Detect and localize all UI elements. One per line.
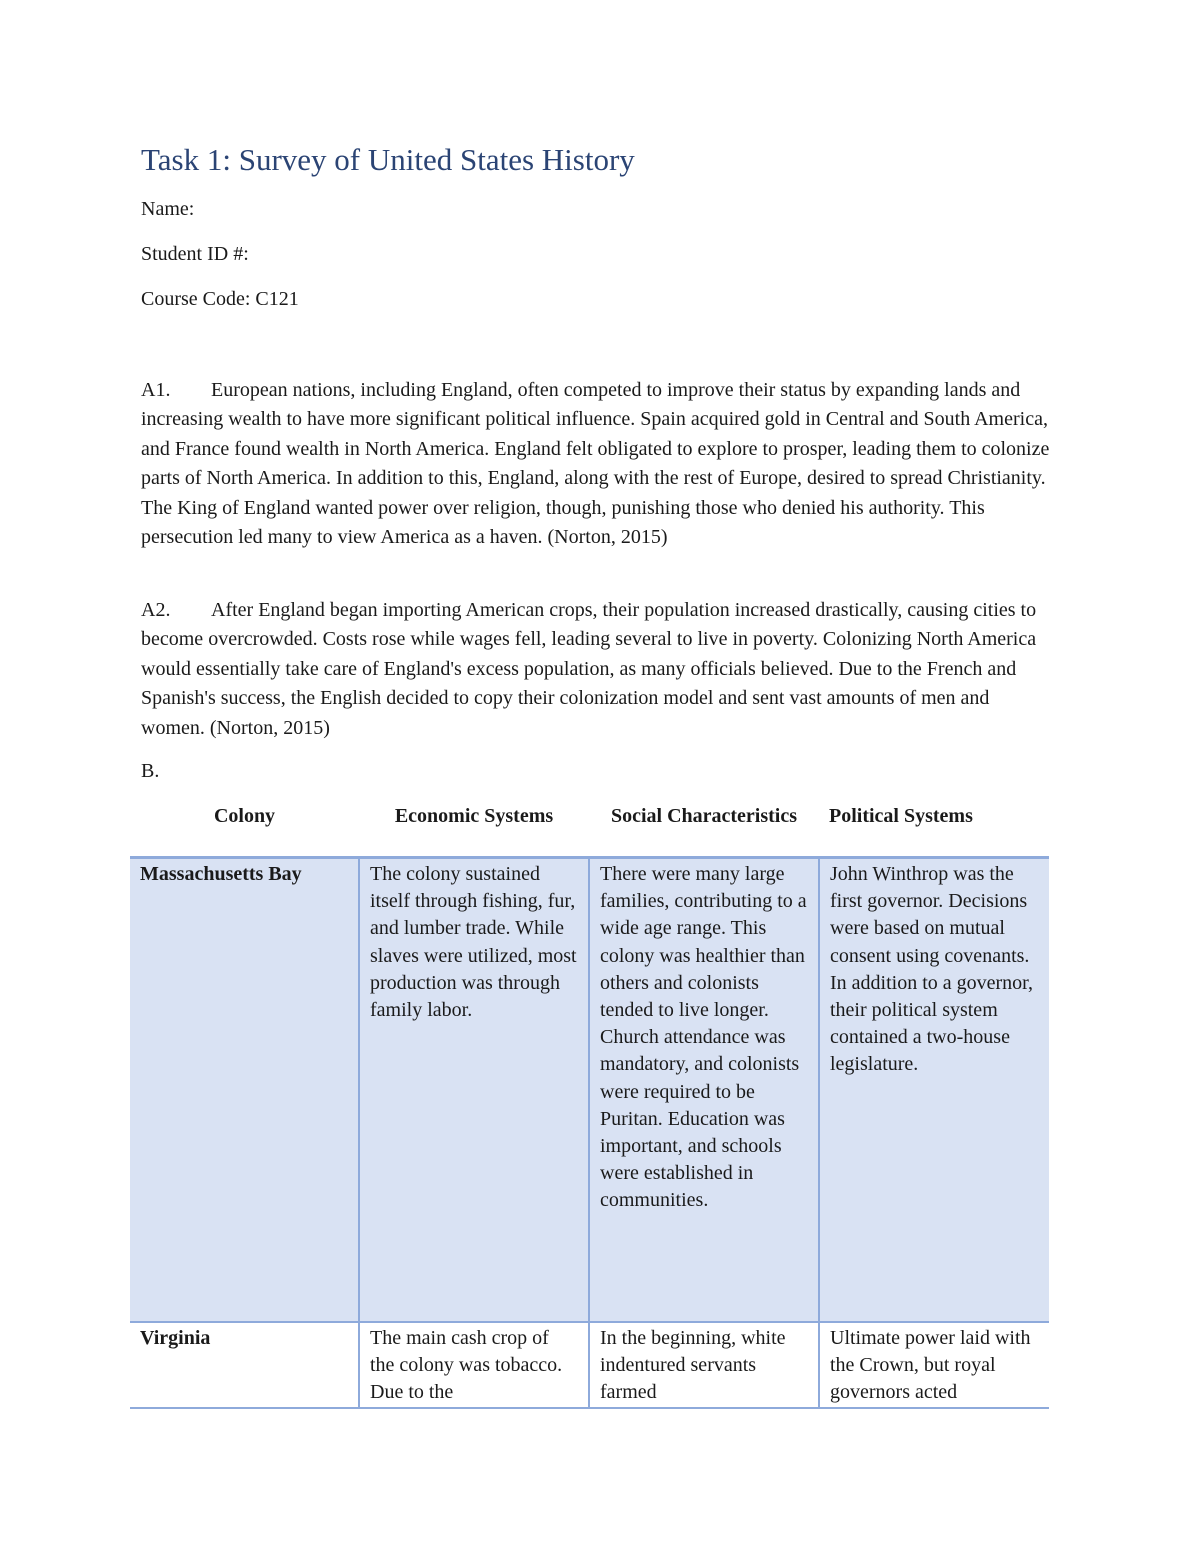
document-title: Task 1: Survey of United States History (141, 142, 635, 177)
table-row (130, 858, 1049, 1323)
header-colony: Colony (130, 803, 359, 858)
header-economic-systems: Economic Systems (359, 803, 589, 858)
table-header-row (130, 803, 1049, 858)
section-a2 (141, 596, 1056, 743)
cell-political: Ultimate power laid with the Crown, but royal governors acted (819, 1322, 1049, 1408)
cell-social: In the beginning, white indentured servants farmed (589, 1322, 819, 1408)
header-social-characteristics: Social Characteristics (589, 803, 819, 858)
section-a1 (141, 376, 1056, 552)
section-a2-text: After England began importing American crops, their population increased drastically, causing cities to become overcrowded. Costs rose while wages fell, leading several to live in poverty. Colonizing North America would essentially take care of England's excess population, as many officials believed. Due to the French and Spanish's success, the English decided to copy their colonization model and sent vast amounts of men and women. (Norton, 2015) (141, 599, 1037, 739)
section-a1-label: A1. (141, 379, 171, 401)
student-id-label: Student ID #: (141, 243, 249, 265)
cell-social: There were many large families, contributing to a wide age range. This colony was healthier than others and colonists tended to live longer. Church attendance was mandatory, and colonists were required to be Puritan. Education was important, and schools were established in communities. (589, 858, 819, 1323)
cell-economic: The main cash crop of the colony was tobacco. Due to the (359, 1322, 589, 1408)
course-code-label: Course Code: C121 (141, 288, 299, 310)
header-political-systems: Political Systems (819, 803, 1049, 858)
cell-colony: Massachusetts Bay (130, 858, 359, 1323)
section-a1-text: European nations, including England, often competed to improve their status by expanding lands and increasing wealth to have more significant political influence. Spain acquired gold in Central and South America, and France found wealth in North America. England felt obligated to explore to prosper, leading them to colonize parts of North America. In addition to this, England, along with the rest of Europe, desired to spread Christianity. The King of England wanted power over religion, though, punishing those who denied his authority. This persecution led many to view America as a haven. (Norton, 2015) (141, 379, 1050, 549)
table-row (130, 1322, 1049, 1408)
name-label: Name: (141, 198, 195, 220)
section-a2-label: A2. (141, 599, 171, 621)
colonies-table (130, 803, 1049, 1409)
cell-economic: The colony sustained itself through fishing, fur, and lumber trade. While slaves were utilized, most production was through family labor. (359, 858, 589, 1323)
section-b-label: B. (141, 760, 160, 782)
cell-colony: Virginia (130, 1322, 359, 1408)
cell-political: John Winthrop was the first governor. Decisions were based on mutual consent using covenants. In addition to a governor, their political system contained a two-house legislature. (819, 858, 1049, 1323)
